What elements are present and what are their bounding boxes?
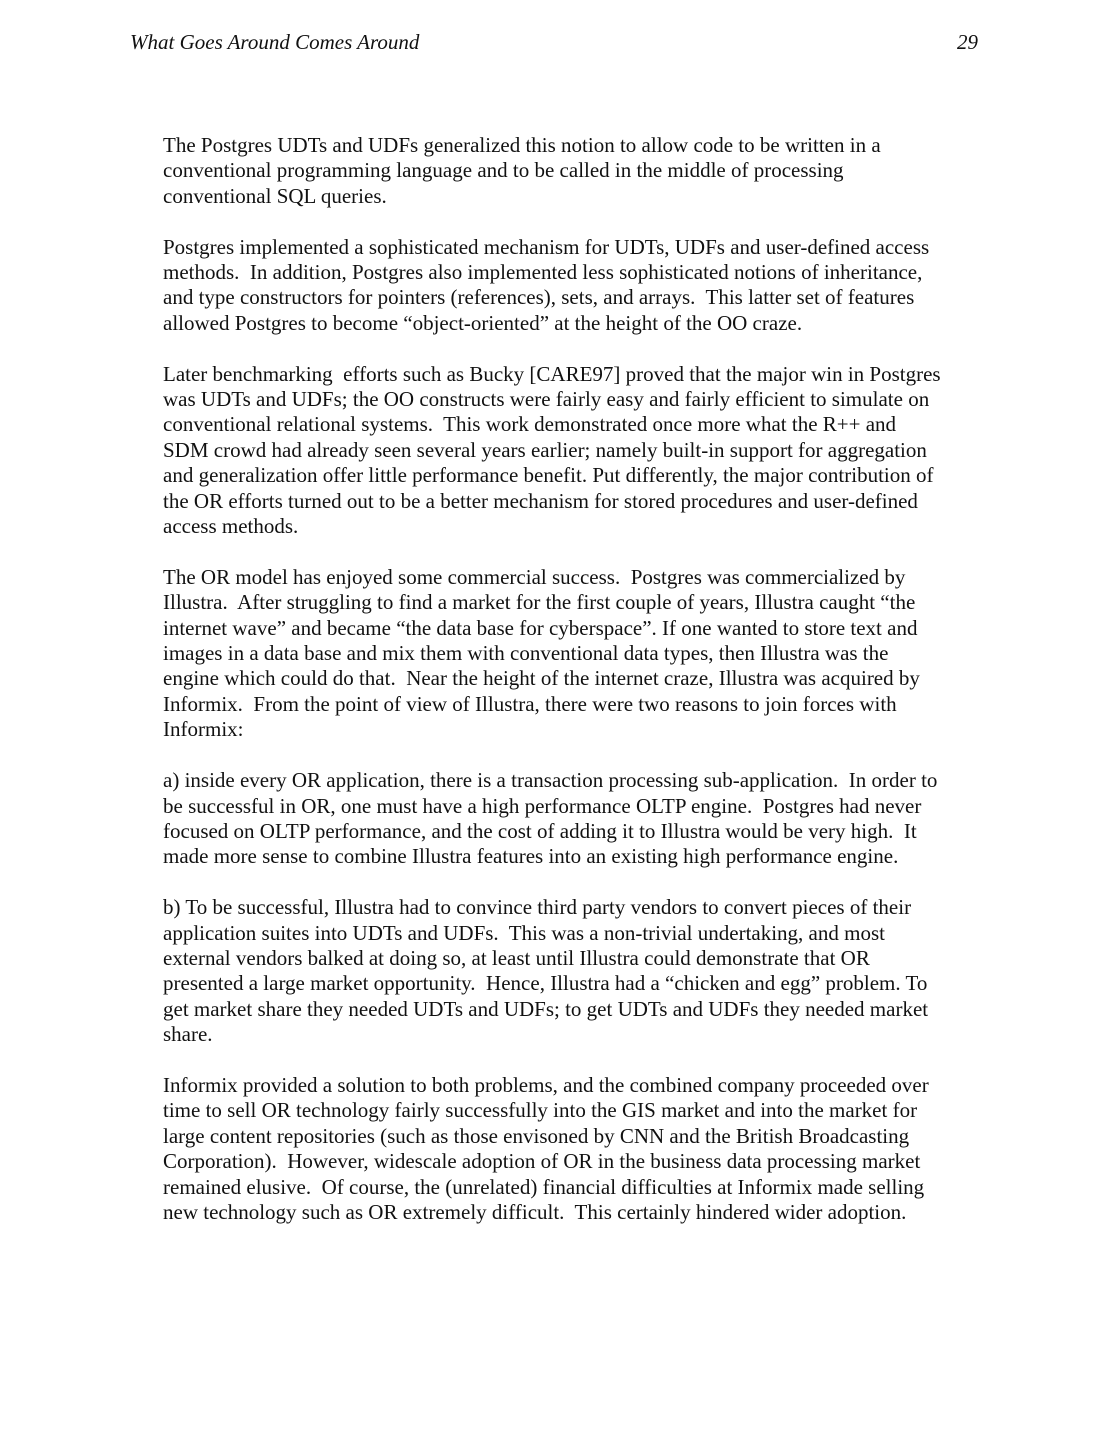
body-paragraph: a) inside every OR application, there is a transaction processing sub-application. In order to be successful in OR, one must have a high performance OLTP engine. Postgres had never focused on OLTP performance, and the cost of adding it to Illustra would be very high. It made more sense to combine Illustra features into an existing high performance engine.	[163, 768, 943, 869]
page-body	[163, 133, 945, 1251]
body-paragraph: b) To be successful, Illustra had to convince third party vendors to convert pieces of their application suites into UDTs and UDFs. This was a non-trivial undertaking, and most external vendors balked at doing so, at least until Illustra could demonstrate that OR presented a large market opportunity. Hence, Illustra had a “chicken and egg” problem. To get market share they needed UDTs and UDFs; to get UDTs and UDFs they needed market share.	[163, 895, 934, 1047]
body-paragraph: Later benchmarking efforts such as Bucky [CARE97] proved that the major win in Postgres was UDTs and UDFs; the OO constructs were fairly easy and fairly efficient to simulate on conventional relational systems. This work demonstrated once more what the R++ and SDM crowd had already seen several years earlier; namely built-in support for aggregation and generalization offer little performance benefit. Put differently, the major contribution of the OR efforts turned out to be a better mechanism for stored procedures and user-defined access methods.	[163, 361, 946, 539]
page-header	[130, 30, 978, 55]
running-title: What Goes Around Comes Around	[130, 30, 420, 54]
body-paragraph: The OR model has enjoyed some commercial success. Postgres was commercialized by Illustra. After struggling to find a market for the first couple of years, Illustra caught “the internet wave” and became “the data base for cyberspace”. If one wanted to store text and images in a data base and mix them with conventional data types, then Illustra was the engine which could do that. Near the height of the internet craze, Illustra was acquired by Informix. From the point of view of Illustra, there were two reasons to join forces with Informix:	[163, 564, 926, 742]
body-paragraph: The Postgres UDTs and UDFs generalized this notion to allow code to be written in a conventional programming language and to be called in the middle of processing conventional SQL queries.	[163, 133, 886, 208]
body-paragraph: Postgres implemented a sophisticated mechanism for UDTs, UDFs and user-defined access methods. In addition, Postgres also implemented less sophisticated notions of inheritance, and type constructors for pointers (references), sets, and arrays. This latter set of features allowed Postgres to become “object-oriented” at the height of the OO craze.	[163, 234, 935, 335]
page-number: 29	[957, 30, 978, 54]
body-paragraph: Informix provided a solution to both problems, and the combined company proceeded over time to sell OR technology fairly successfully into the GIS market and into the market for large content repositories (such as those envisoned by CNN and the British Broadcasting Corporation). However, widescale adoption of OR in the business data processing market remained elusive. Of course, the (unrelated) financial difficulties at Informix made selling new technology such as OR extremely difficult. This certainly hindered wider adoption.	[163, 1072, 934, 1224]
